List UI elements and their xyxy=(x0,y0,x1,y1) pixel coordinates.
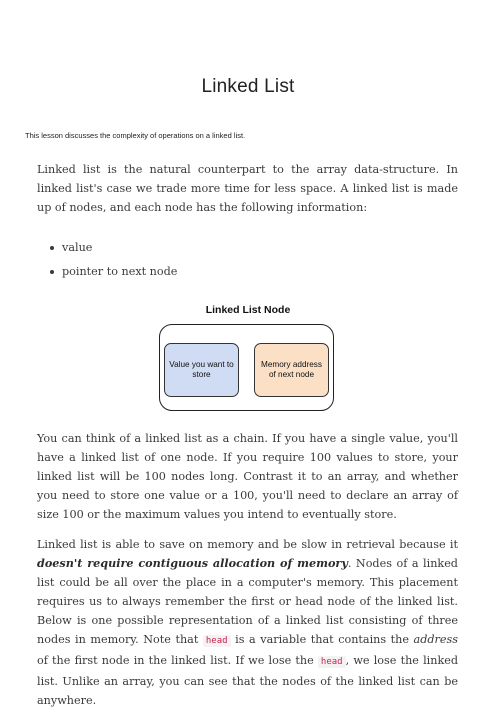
lesson-summary: This lesson discusses the complexity of operations on a linked list. xyxy=(25,131,246,140)
node-frame xyxy=(159,324,334,411)
memory-text-2: . Nodes of a linked list could be all over the place in a computer's memory. This placement requires us to always remember the first or head node of the linked list. Below is one possible representation of a linked list consisting of three nodes in memory. Note that xyxy=(37,557,458,646)
linked-list-node-diagram xyxy=(150,304,346,416)
head-code: head xyxy=(318,656,346,668)
memory-text-1: Linked list is able to save on memory and be slow in retrieval because it xyxy=(37,538,458,551)
next-pointer-box: Memory address of next node xyxy=(254,343,329,397)
list-item xyxy=(37,238,177,262)
bullet-dot-icon xyxy=(50,246,54,250)
italic-address: address xyxy=(413,633,458,646)
memory-paragraph xyxy=(37,535,458,710)
emphasis-text: doesn't require contiguous allocation of memory xyxy=(37,556,348,570)
list-item-label: value xyxy=(62,241,93,254)
memory-text-3: is a variable that contains the xyxy=(230,633,414,646)
node-info-list xyxy=(37,238,177,286)
list-item xyxy=(37,262,177,286)
memory-text-4: of the first node in the linked list. If we lose the xyxy=(37,654,318,667)
value-box: Value you want to store xyxy=(164,343,239,397)
chain-paragraph: You can think of a linked list as a chain. If you have a single value, you'll have a linked list of one node. If you require 100 values to store, your linked list will be 100 nodes long. Contrast it to an array, and whether you need to store one value or a 100, you'll need to declare an array of size 100 or the maximum values you intend to eventually store. xyxy=(37,432,458,521)
memory-text-5: , we lose the linked list. Unlike an array, you can see that the nodes of the linked list can be anywhere. xyxy=(37,654,458,707)
page-title: Linked List xyxy=(201,76,295,97)
list-item-label: pointer to next node xyxy=(62,265,178,278)
bullet-dot-icon xyxy=(50,270,54,274)
intro-paragraph: Linked list is the natural counterpart to the array data-structure. In linked list's case we trade more time for less space. A linked list is made up of nodes, and each node has the following information: xyxy=(37,163,458,214)
diagram-title: Linked List Node xyxy=(205,304,291,316)
head-code: head xyxy=(203,635,231,647)
